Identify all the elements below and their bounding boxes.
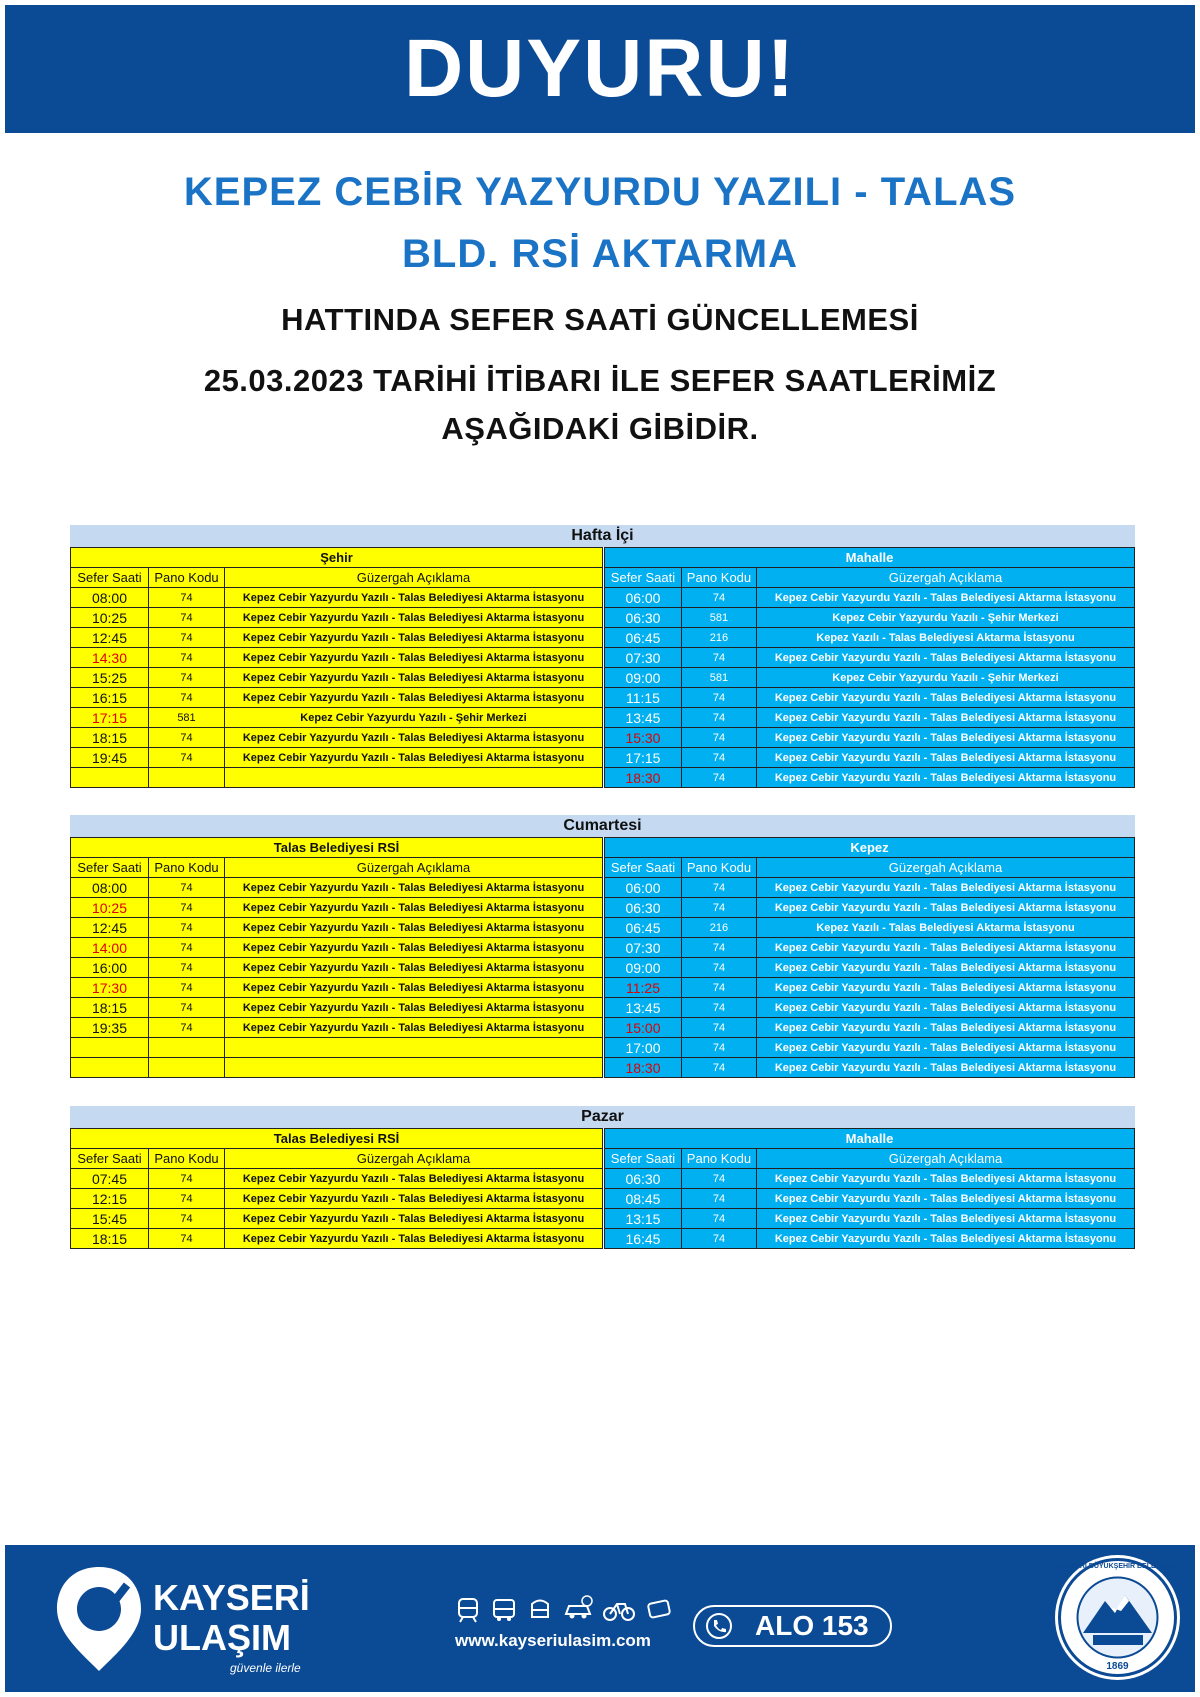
route-description: Kepez Cebir Yazyurdu Yazılı - Talas Belediyesi Aktarma İstasyonu bbox=[225, 978, 603, 998]
route-description: Kepez Cebir Yazyurdu Yazılı - Talas Belediyesi Aktarma İstasyonu bbox=[756, 708, 1134, 728]
board-code: 74 bbox=[681, 768, 756, 788]
route-description: Kepez Cebir Yazyurdu Yazılı - Talas Belediyesi Aktarma İstasyonu bbox=[225, 668, 603, 688]
table-row bbox=[71, 748, 603, 768]
banner-title: DUYURU! bbox=[403, 23, 797, 114]
departure-time: 08:00 bbox=[71, 878, 149, 898]
departure-time: 13:15 bbox=[604, 1209, 681, 1229]
departure-time: 18:15 bbox=[71, 998, 149, 1018]
route-description: Kepez Cebir Yazyurdu Yazılı - Talas Belediyesi Aktarma İstasyonu bbox=[756, 1169, 1134, 1189]
headline-line3: HATTINDA SEFER SAATİ GÜNCELLEMESİ bbox=[281, 302, 919, 337]
route-description: Kepez Cebir Yazyurdu Yazılı - Talas Belediyesi Aktarma İstasyonu bbox=[756, 1018, 1134, 1038]
table-row bbox=[604, 1058, 1134, 1078]
departure-time bbox=[71, 1058, 149, 1078]
headline-line5: AŞAĞIDAKİ GİBİDİR. bbox=[441, 411, 759, 446]
board-code: 581 bbox=[681, 668, 756, 688]
board-code: 74 bbox=[149, 1229, 225, 1249]
table-row bbox=[604, 668, 1134, 688]
route-description: Kepez Cebir Yazyurdu Yazılı - Talas Belediyesi Aktarma İstasyonu bbox=[756, 958, 1134, 978]
table-row bbox=[604, 708, 1134, 728]
board-code: 581 bbox=[681, 608, 756, 628]
route-description: Kepez Cebir Yazyurdu Yazılı - Talas Belediyesi Aktarma İstasyonu bbox=[756, 1058, 1134, 1078]
board-code: 74 bbox=[149, 1209, 225, 1229]
departure-time: 09:00 bbox=[604, 958, 681, 978]
right-table bbox=[604, 547, 1135, 788]
table-row bbox=[71, 768, 603, 788]
table-row bbox=[71, 1189, 603, 1209]
departure-time: 06:45 bbox=[604, 918, 681, 938]
column-header-code: Pano Kodu bbox=[149, 1149, 225, 1169]
route-description: Kepez Yazılı - Talas Belediyesi Aktarma İstasyonu bbox=[756, 918, 1134, 938]
board-code: 74 bbox=[681, 648, 756, 668]
route-description bbox=[225, 1058, 603, 1078]
board-code: 74 bbox=[681, 1229, 756, 1249]
metro-icon bbox=[527, 1595, 553, 1623]
departure-time: 15:25 bbox=[71, 668, 149, 688]
departure-time: 09:00 bbox=[604, 668, 681, 688]
section-title: Kepez bbox=[604, 838, 1134, 858]
board-code: 74 bbox=[681, 688, 756, 708]
departure-time: 17:00 bbox=[604, 1038, 681, 1058]
table-row bbox=[71, 1038, 603, 1058]
board-code bbox=[149, 1038, 225, 1058]
board-code: 74 bbox=[149, 648, 225, 668]
phone-icon bbox=[705, 1612, 733, 1640]
board-code: 74 bbox=[149, 878, 225, 898]
column-header-time: Sefer Saati bbox=[604, 568, 681, 588]
left-table bbox=[70, 837, 603, 1078]
route-description: Kepez Cebir Yazyurdu Yazılı - Talas Belediyesi Aktarma İstasyonu bbox=[756, 898, 1134, 918]
schedule-day-title: Pazar bbox=[70, 1106, 1135, 1128]
route-description bbox=[225, 768, 603, 788]
departure-time: 07:45 bbox=[71, 1169, 149, 1189]
route-description: Kepez Cebir Yazyurdu Yazılı - Talas Belediyesi Aktarma İstasyonu bbox=[756, 748, 1134, 768]
table-row bbox=[604, 898, 1134, 918]
route-description: Kepez Cebir Yazyurdu Yazılı - Talas Belediyesi Aktarma İstasyonu bbox=[225, 898, 603, 918]
departure-time: 06:30 bbox=[604, 898, 681, 918]
table-row bbox=[604, 1169, 1134, 1189]
board-code: 74 bbox=[149, 588, 225, 608]
schedule-day-title: Hafta İçi bbox=[70, 525, 1135, 547]
table-row bbox=[604, 768, 1134, 788]
table-row bbox=[604, 918, 1134, 938]
route-description: Kepez Cebir Yazyurdu Yazılı - Talas Belediyesi Aktarma İstasyonu bbox=[225, 648, 603, 668]
route-description: Kepez Cebir Yazyurdu Yazılı - Talas Belediyesi Aktarma İstasyonu bbox=[225, 938, 603, 958]
board-code: 74 bbox=[681, 708, 756, 728]
board-code: 74 bbox=[681, 728, 756, 748]
route-description: Kepez Cebir Yazyurdu Yazılı - Talas Belediyesi Aktarma İstasyonu bbox=[225, 958, 603, 978]
municipality-seal-icon bbox=[1055, 1555, 1180, 1680]
board-code: 74 bbox=[149, 938, 225, 958]
column-header-code: Pano Kodu bbox=[149, 568, 225, 588]
departure-time: 06:45 bbox=[604, 628, 681, 648]
route-description: Kepez Cebir Yazyurdu Yazılı - Şehir Merkezi bbox=[225, 708, 603, 728]
table-row bbox=[604, 1038, 1134, 1058]
table-row bbox=[604, 1209, 1134, 1229]
table-row bbox=[71, 978, 603, 998]
departure-time: 15:00 bbox=[604, 1018, 681, 1038]
route-description: Kepez Cebir Yazyurdu Yazılı - Talas Belediyesi Aktarma İstasyonu bbox=[225, 608, 603, 628]
route-description: Kepez Cebir Yazyurdu Yazılı - Talas Belediyesi Aktarma İstasyonu bbox=[756, 978, 1134, 998]
table-row bbox=[604, 1189, 1134, 1209]
route-description: Kepez Cebir Yazyurdu Yazılı - Talas Belediyesi Aktarma İstasyonu bbox=[756, 728, 1134, 748]
board-code: 74 bbox=[149, 978, 225, 998]
table-row bbox=[71, 1018, 603, 1038]
kayseri-ulasim-logo-icon bbox=[53, 1563, 145, 1675]
departure-time: 19:45 bbox=[71, 748, 149, 768]
table-row bbox=[604, 938, 1134, 958]
board-code: 74 bbox=[681, 978, 756, 998]
departure-time: 07:30 bbox=[604, 648, 681, 668]
departure-time: 17:15 bbox=[71, 708, 149, 728]
table-row bbox=[604, 748, 1134, 768]
table-row bbox=[604, 728, 1134, 748]
board-code bbox=[149, 1058, 225, 1078]
departure-time: 18:15 bbox=[71, 1229, 149, 1249]
column-header-code: Pano Kodu bbox=[681, 568, 756, 588]
route-description: Kepez Cebir Yazyurdu Yazılı - Talas Belediyesi Aktarma İstasyonu bbox=[225, 998, 603, 1018]
board-code: 74 bbox=[149, 688, 225, 708]
board-code: 74 bbox=[149, 1018, 225, 1038]
table-row bbox=[71, 1229, 603, 1249]
departure-time: 06:00 bbox=[604, 878, 681, 898]
route-description: Kepez Cebir Yazyurdu Yazılı - Talas Belediyesi Aktarma İstasyonu bbox=[225, 1209, 603, 1229]
board-code: 74 bbox=[149, 998, 225, 1018]
schedule-saturday bbox=[70, 815, 1135, 1078]
board-code: 74 bbox=[681, 898, 756, 918]
route-description: Kepez Cebir Yazyurdu Yazılı - Talas Belediyesi Aktarma İstasyonu bbox=[225, 588, 603, 608]
departure-time: 13:45 bbox=[604, 998, 681, 1018]
departure-time: 15:45 bbox=[71, 1209, 149, 1229]
board-code: 216 bbox=[681, 628, 756, 648]
route-description: Kepez Cebir Yazyurdu Yazılı - Talas Belediyesi Aktarma İstasyonu bbox=[756, 688, 1134, 708]
transport-icons bbox=[455, 1595, 675, 1623]
board-code: 74 bbox=[681, 958, 756, 978]
board-code: 74 bbox=[681, 1169, 756, 1189]
board-code: 74 bbox=[149, 728, 225, 748]
table-row bbox=[604, 688, 1134, 708]
route-description: Kepez Cebir Yazyurdu Yazılı - Talas Belediyesi Aktarma İstasyonu bbox=[756, 938, 1134, 958]
column-header-time: Sefer Saati bbox=[604, 1149, 681, 1169]
right-table bbox=[604, 1128, 1135, 1249]
column-header-route: Güzergah Açıklama bbox=[756, 1149, 1134, 1169]
table-row bbox=[604, 608, 1134, 628]
route-description: Kepez Cebir Yazyurdu Yazılı - Talas Belediyesi Aktarma İstasyonu bbox=[225, 1169, 603, 1189]
departure-time: 12:15 bbox=[71, 1189, 149, 1209]
table-row bbox=[604, 1229, 1134, 1249]
board-code: 74 bbox=[149, 1189, 225, 1209]
route-description: Kepez Cebir Yazyurdu Yazılı - Talas Belediyesi Aktarma İstasyonu bbox=[225, 918, 603, 938]
table-row bbox=[71, 628, 603, 648]
board-code: 74 bbox=[681, 1209, 756, 1229]
route-description: Kepez Cebir Yazyurdu Yazılı - Şehir Merkezi bbox=[756, 668, 1134, 688]
route-description: Kepez Cebir Yazyurdu Yazılı - Talas Belediyesi Aktarma İstasyonu bbox=[756, 878, 1134, 898]
departure-time: 10:25 bbox=[71, 608, 149, 628]
route-description: Kepez Cebir Yazyurdu Yazılı - Talas Belediyesi Aktarma İstasyonu bbox=[756, 998, 1134, 1018]
table-row bbox=[71, 668, 603, 688]
table-row bbox=[604, 978, 1134, 998]
departure-time: 11:25 bbox=[604, 978, 681, 998]
route-description: Kepez Cebir Yazyurdu Yazılı - Talas Belediyesi Aktarma İstasyonu bbox=[225, 628, 603, 648]
seal-year: 1869 bbox=[1106, 1661, 1129, 1672]
table-row bbox=[604, 998, 1134, 1018]
board-code: 74 bbox=[681, 1058, 756, 1078]
board-code: 74 bbox=[681, 748, 756, 768]
section-title: Şehir bbox=[71, 548, 603, 568]
footer-bar bbox=[5, 1545, 1195, 1692]
departure-time: 13:45 bbox=[604, 708, 681, 728]
route-description: Kepez Cebir Yazyurdu Yazılı - Talas Belediyesi Aktarma İstasyonu bbox=[756, 588, 1134, 608]
board-code: 74 bbox=[149, 898, 225, 918]
board-code: 74 bbox=[149, 748, 225, 768]
departure-time bbox=[71, 1038, 149, 1058]
bicycle-icon bbox=[603, 1595, 635, 1623]
brand-slogan: güvenle ilerle bbox=[230, 1661, 301, 1675]
table-row bbox=[604, 628, 1134, 648]
table-row bbox=[71, 1058, 603, 1078]
column-header-route: Güzergah Açıklama bbox=[756, 858, 1134, 878]
departure-time: 14:00 bbox=[71, 938, 149, 958]
departure-time: 06:00 bbox=[604, 588, 681, 608]
route-description: Kepez Cebir Yazyurdu Yazılı - Talas Belediyesi Aktarma İstasyonu bbox=[225, 688, 603, 708]
table-row bbox=[71, 938, 603, 958]
route-description: Kepez Cebir Yazyurdu Yazılı - Talas Belediyesi Aktarma İstasyonu bbox=[225, 1229, 603, 1249]
section-title: Talas Belediyesi RSİ bbox=[71, 1129, 603, 1149]
table-row bbox=[71, 728, 603, 748]
departure-time: 19:35 bbox=[71, 1018, 149, 1038]
board-code: 74 bbox=[149, 668, 225, 688]
announcement-banner bbox=[5, 5, 1195, 133]
left-table bbox=[70, 547, 603, 788]
brand-line1: KAYSERİ bbox=[153, 1577, 310, 1618]
route-description: Kepez Cebir Yazyurdu Yazılı - Talas Belediyesi Aktarma İstasyonu bbox=[756, 648, 1134, 668]
brand-line2: ULAŞIM bbox=[153, 1617, 291, 1658]
table-row bbox=[71, 898, 603, 918]
table-row bbox=[71, 1209, 603, 1229]
route-description: Kepez Cebir Yazyurdu Yazılı - Talas Belediyesi Aktarma İstasyonu bbox=[225, 1189, 603, 1209]
car-icon bbox=[563, 1595, 593, 1623]
table-row bbox=[71, 688, 603, 708]
departure-time bbox=[71, 768, 149, 788]
board-code: 74 bbox=[681, 998, 756, 1018]
board-code: 216 bbox=[681, 918, 756, 938]
headline-line4: 25.03.2023 TARİHİ İTİBARI İLE SEFER SAATLERİMİZ bbox=[203, 363, 997, 398]
departure-time: 12:45 bbox=[71, 918, 149, 938]
route-description: Kepez Yazılı - Talas Belediyesi Aktarma İstasyonu bbox=[756, 628, 1134, 648]
departure-time: 17:15 bbox=[604, 748, 681, 768]
departure-time: 07:30 bbox=[604, 938, 681, 958]
departure-time: 18:15 bbox=[71, 728, 149, 748]
table-row bbox=[71, 1169, 603, 1189]
table-row bbox=[604, 1018, 1134, 1038]
departure-time: 10:25 bbox=[71, 898, 149, 918]
board-code: 74 bbox=[149, 958, 225, 978]
column-header-code: Pano Kodu bbox=[681, 858, 756, 878]
departure-time: 08:45 bbox=[604, 1189, 681, 1209]
table-row bbox=[604, 878, 1134, 898]
website-link[interactable]: www.kayseriulasim.com bbox=[455, 1631, 651, 1650]
column-header-route: Güzergah Açıklama bbox=[225, 1149, 603, 1169]
board-code: 581 bbox=[149, 708, 225, 728]
table-row bbox=[71, 588, 603, 608]
hotline-badge[interactable] bbox=[693, 1605, 892, 1647]
left-table bbox=[70, 1128, 603, 1249]
board-code: 74 bbox=[681, 878, 756, 898]
table-row bbox=[71, 998, 603, 1018]
route-description: Kepez Cebir Yazyurdu Yazılı - Talas Belediyesi Aktarma İstasyonu bbox=[225, 748, 603, 768]
board-code: 74 bbox=[149, 608, 225, 628]
table-row bbox=[71, 648, 603, 668]
board-code: 74 bbox=[149, 1169, 225, 1189]
headline-line2: BLD. RSİ AKTARMA bbox=[402, 232, 798, 276]
board-code: 74 bbox=[149, 918, 225, 938]
route-description bbox=[225, 1038, 603, 1058]
card-icon bbox=[645, 1595, 675, 1623]
departure-time: 11:15 bbox=[604, 688, 681, 708]
tram-icon bbox=[455, 1595, 481, 1623]
departure-time: 16:15 bbox=[71, 688, 149, 708]
table-row bbox=[604, 648, 1134, 668]
board-code: 74 bbox=[681, 1018, 756, 1038]
board-code: 74 bbox=[681, 938, 756, 958]
board-code: 74 bbox=[681, 588, 756, 608]
table-row bbox=[604, 588, 1134, 608]
column-header-time: Sefer Saati bbox=[604, 858, 681, 878]
departure-time: 06:30 bbox=[604, 1169, 681, 1189]
table-row bbox=[71, 918, 603, 938]
column-header-time: Sefer Saati bbox=[71, 858, 149, 878]
column-header-code: Pano Kodu bbox=[149, 858, 225, 878]
departure-time: 16:00 bbox=[71, 958, 149, 978]
route-description: Kepez Cebir Yazyurdu Yazılı - Talas Belediyesi Aktarma İstasyonu bbox=[756, 768, 1134, 788]
route-description: Kepez Cebir Yazyurdu Yazılı - Talas Belediyesi Aktarma İstasyonu bbox=[756, 1189, 1134, 1209]
table-row bbox=[71, 878, 603, 898]
column-header-route: Güzergah Açıklama bbox=[225, 858, 603, 878]
column-header-time: Sefer Saati bbox=[71, 568, 149, 588]
board-code: 74 bbox=[681, 1038, 756, 1058]
seal-text: KAYSERİ BÜYÜKŞEHİR BELEDİYESİ bbox=[1056, 1563, 1179, 1570]
column-header-route: Güzergah Açıklama bbox=[756, 568, 1134, 588]
route-description: Kepez Cebir Yazyurdu Yazılı - Talas Belediyesi Aktarma İstasyonu bbox=[225, 878, 603, 898]
table-row bbox=[71, 958, 603, 978]
departure-time: 16:45 bbox=[604, 1229, 681, 1249]
section-title: Talas Belediyesi RSİ bbox=[71, 838, 603, 858]
departure-time: 14:30 bbox=[71, 648, 149, 668]
table-row bbox=[604, 958, 1134, 978]
section-title: Mahalle bbox=[604, 548, 1134, 568]
column-header-code: Pano Kodu bbox=[681, 1149, 756, 1169]
headline-line1: KEPEZ CEBİR YAZYURDU YAZILI - TALAS bbox=[183, 170, 1017, 214]
departure-time: 17:30 bbox=[71, 978, 149, 998]
departure-time: 06:30 bbox=[604, 608, 681, 628]
route-description: Kepez Cebir Yazyurdu Yazılı - Talas Belediyesi Aktarma İstasyonu bbox=[225, 1018, 603, 1038]
route-description: Kepez Cebir Yazyurdu Yazılı - Talas Belediyesi Aktarma İstasyonu bbox=[756, 1229, 1134, 1249]
route-description: Kepez Cebir Yazyurdu Yazılı - Talas Belediyesi Aktarma İstasyonu bbox=[756, 1209, 1134, 1229]
board-code bbox=[149, 768, 225, 788]
route-description: Kepez Cebir Yazyurdu Yazılı - Talas Belediyesi Aktarma İstasyonu bbox=[756, 1038, 1134, 1058]
bus-icon bbox=[491, 1595, 517, 1623]
right-table bbox=[604, 837, 1135, 1078]
departure-time: 18:30 bbox=[604, 768, 681, 788]
schedule-day-title: Cumartesi bbox=[70, 815, 1135, 837]
schedule-weekday bbox=[70, 525, 1135, 788]
hotline-number: ALO 153 bbox=[755, 1610, 869, 1641]
route-description: Kepez Cebir Yazyurdu Yazılı - Talas Belediyesi Aktarma İstasyonu bbox=[225, 728, 603, 748]
departure-time: 12:45 bbox=[71, 628, 149, 648]
section-title: Mahalle bbox=[604, 1129, 1134, 1149]
column-header-route: Güzergah Açıklama bbox=[225, 568, 603, 588]
board-code: 74 bbox=[149, 628, 225, 648]
table-row bbox=[71, 708, 603, 728]
board-code: 74 bbox=[681, 1189, 756, 1209]
departure-time: 18:30 bbox=[604, 1058, 681, 1078]
schedule-sunday bbox=[70, 1106, 1135, 1249]
column-header-time: Sefer Saati bbox=[71, 1149, 149, 1169]
departure-time: 15:30 bbox=[604, 728, 681, 748]
route-description: Kepez Cebir Yazyurdu Yazılı - Şehir Merkezi bbox=[756, 608, 1134, 628]
departure-time: 08:00 bbox=[71, 588, 149, 608]
table-row bbox=[71, 608, 603, 628]
